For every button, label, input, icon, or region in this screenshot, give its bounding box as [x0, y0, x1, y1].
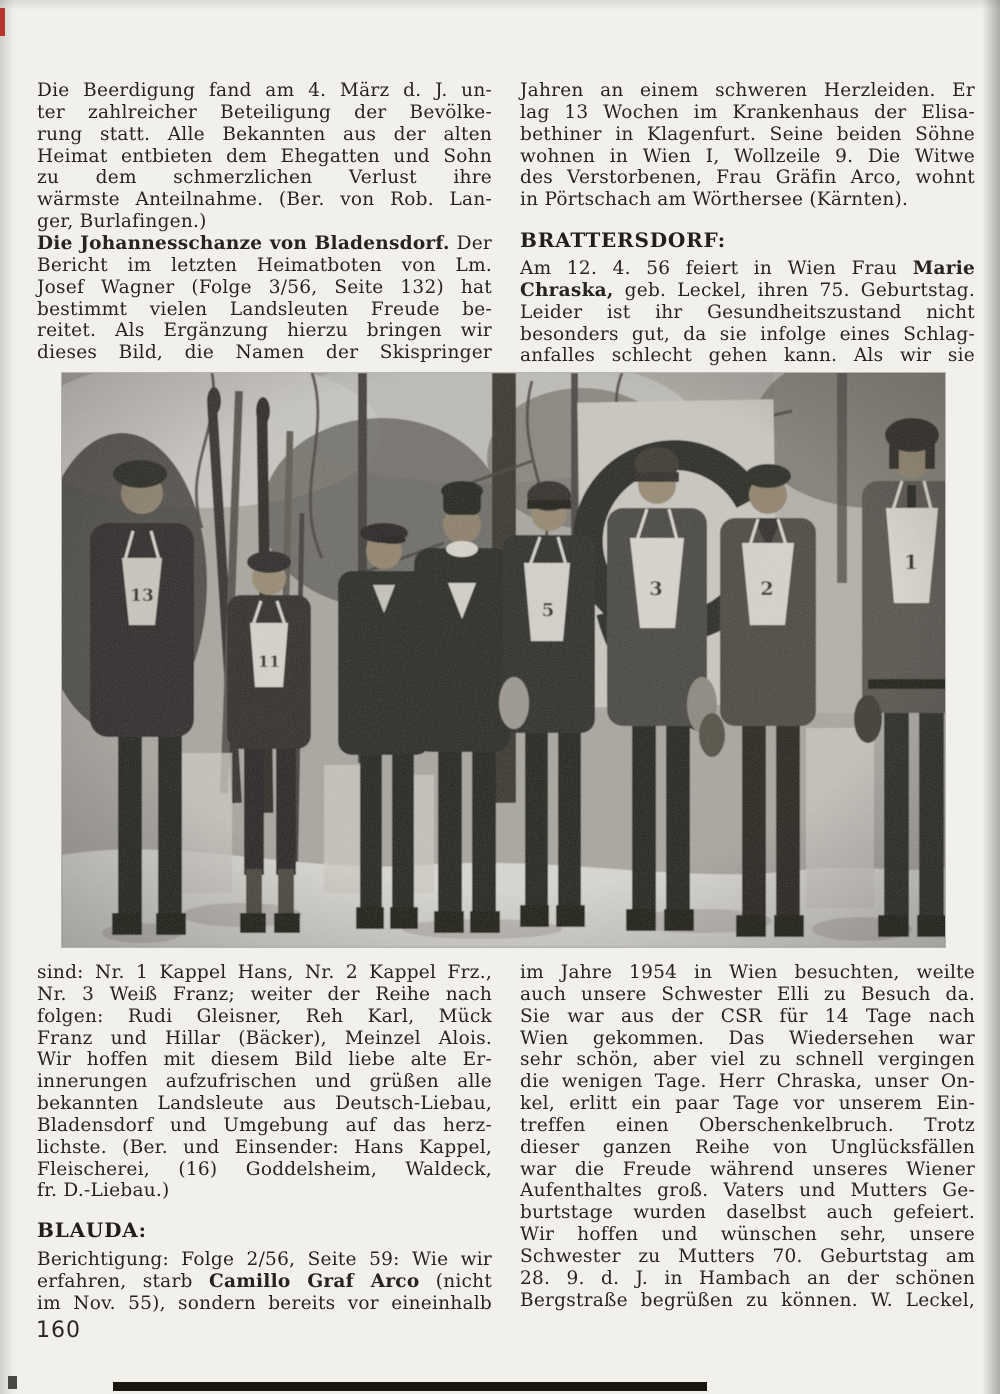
text-line: treffen einen Oberschenkelbruch. Trotz: [520, 1114, 975, 1136]
paragraph-arco-obituary: [520, 80, 975, 211]
text-line: innerungen aufzufrischen und grüßen alle: [37, 1071, 492, 1093]
ski-jumpers-photo: [62, 373, 945, 947]
paragraph-beerdigung: [37, 80, 492, 233]
text-line: Bladensdorf und Umgebung auf das herz-: [37, 1114, 492, 1136]
text-line: Josef Wagner (Folge 3/56, Seite 132) hat: [37, 276, 492, 298]
paragraph-johannesschanze: [37, 233, 492, 364]
text-line: dieser ganzen Reihe von Unglücksfällen: [520, 1136, 975, 1158]
text-line: war die Freude während unseres Wiener: [520, 1158, 975, 1180]
scan-edge-top: [0, 0, 1000, 10]
text-line: sind: Nr. 1 Kappel Hans, Nr. 2 Kappel Frz.,: [37, 962, 492, 983]
text-line: sehr schön, aber viel zu schnell vergingen: [520, 1049, 975, 1071]
red-margin-mark: [0, 8, 5, 36]
scan-corner-mark: [8, 1376, 17, 1389]
heading-brattersdorf: BRATTERSDORF:: [520, 228, 726, 252]
text-line: Heimat entbieten dem Ehegatten und Sohn: [37, 145, 492, 167]
text-line: auch unsere Schwester Elli zu Besuch da.: [520, 983, 975, 1005]
heading-blauda: BLAUDA:: [37, 1218, 147, 1242]
text-line: fr. D.-Liebau.): [37, 1180, 170, 1202]
text-line: die wenigen Tage. Herr Chraska, unser On-: [520, 1071, 975, 1093]
text-line: Wien gekommen. Das Wiedersehen war: [520, 1027, 975, 1049]
paragraph-chraska: [520, 258, 975, 367]
text-line: des Verstorbenen, Frau Gräfin Arco, wohnt: [520, 167, 975, 189]
text-line: im Jahre 1954 in Wien besuchten, weilte: [520, 962, 975, 983]
text-line: ger, Burlafingen.): [37, 211, 207, 233]
text-line: Jahren an einem schweren Herzleiden. Er: [520, 80, 975, 101]
text-line: Aufenthaltes groß. Vaters und Mutters Ge-: [520, 1180, 975, 1202]
paragraph-wien-besuch: [520, 962, 975, 1312]
text-line: besonders gut, da sie infolge eines Schlag-: [520, 323, 975, 345]
text-line: im Nov. 55), sondern bereits vor eineinhalb: [37, 1292, 492, 1314]
text-line: Wir hoffen und wünschen sehr, unsere: [520, 1224, 975, 1246]
text-line: kel, erlitt ein paar Tage vor unserem Ein-: [520, 1093, 975, 1115]
text-line: wohnen in Wien I, Wollzeile 9. Die Witwe: [520, 145, 975, 167]
text-line: Franz und Hillar (Bäcker), Meinzel Alois.: [37, 1027, 492, 1049]
text-line: 28. 9. d. J. in Hambach an der schönen: [520, 1267, 975, 1289]
text-line: folgen: Rudi Gleisner, Reh Karl, Mück: [37, 1005, 492, 1027]
text-line: Nr. 3 Weiß Franz; weiter der Reihe nach: [37, 983, 492, 1005]
text-line: bethiner in Klagenfurt. Seine beiden Söhne: [520, 123, 975, 145]
text-line: zu dem schmerzlichen Verlust ihre: [37, 167, 492, 189]
photo-illustration: [62, 373, 945, 947]
text-line: Berichtigung: Folge 2/56, Seite 59: Wie wir: [37, 1249, 492, 1270]
text-line: Die Beerdigung fand am 4. März d. J. un-: [37, 80, 492, 101]
scan-edge-right: [982, 0, 1000, 1394]
text-line: Bergstraße begrüßen zu können. W. Leckel,: [520, 1289, 975, 1311]
paragraph-berichtigung: [37, 1249, 492, 1315]
paragraph-photo-caption-names: [37, 962, 492, 1202]
text-line: Die Johannesschanze von Bladensdorf. Der: [37, 233, 492, 254]
scan-edge-left: [0, 0, 14, 1394]
page-number: 160: [36, 1318, 81, 1343]
text-line: Bericht im letzten Heimatboten von Lm.: [37, 254, 492, 276]
text-line: dieses Bild, die Namen der Skispringer: [37, 342, 492, 364]
text-line: Am 12. 4. 56 feiert in Wien Frau Marie: [520, 258, 975, 279]
text-line: bestimmt vielen Landsleuten Freude be-: [37, 298, 492, 320]
text-line: rung statt. Alle Bekannten aus der alten: [37, 123, 492, 145]
text-line: Fleischerei, (16) Goddelsheim, Waldeck,: [37, 1158, 492, 1180]
scan-bottom-bar: [113, 1382, 707, 1391]
text-line: Chraska, geb. Leckel, ihren 75. Geburtstag.: [520, 279, 975, 301]
text-line: Schwester zu Mutters 70. Geburtstag am: [520, 1245, 975, 1267]
text-line: Leider ist ihr Gesundheitszustand nicht: [520, 301, 975, 323]
text-line: anfalles schlecht gehen kann. Als wir sie: [520, 345, 975, 367]
text-line: Sie war aus der CSR für 14 Tage nach: [520, 1005, 975, 1027]
text-line: lag 13 Wochen im Krankenhaus der Elisa-: [520, 101, 975, 123]
text-line: Wir hoffen mit diesem Bild liebe alte Er-: [37, 1049, 492, 1071]
text-line: lichste. (Ber. und Einsender: Hans Kappel,: [37, 1136, 492, 1158]
text-line: ter zahlreicher Beteiligung der Bevölke-: [37, 101, 492, 123]
text-line: bekannten Landsleute aus Deutsch-Liebau,: [37, 1093, 492, 1115]
text-line: erfahren, starb Camillo Graf Arco (nicht: [37, 1270, 493, 1292]
text-line: wärmste Anteilnahme. (Ber. von Rob. Lan-: [37, 189, 492, 211]
text-line: reitet. Als Ergänzung hierzu bringen wir: [37, 320, 492, 342]
text-line: in Pörtschach am Wörthersee (Kärnten).: [520, 189, 909, 211]
text-line: burtstage wurden daselbst auch gefeiert.: [520, 1202, 975, 1224]
